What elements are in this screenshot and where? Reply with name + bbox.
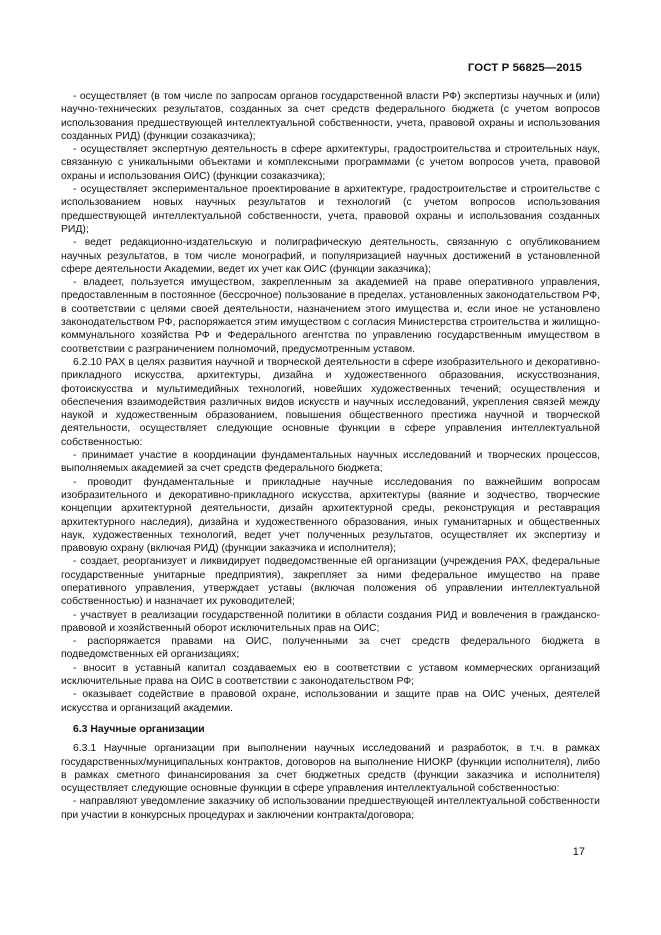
- paragraph: - осуществляет экспериментальное проектирование в архитектуре, градостроительстве и строительстве с использованием новых научных результатов и технологий (с учетом вопросов использования предшествующей интеллектуальной собственности, учета, правовой охраны и использования созданных РИД);: [61, 184, 600, 235]
- document-standard-id: ГОСТ Р 56825—2015: [467, 62, 582, 74]
- paragraph: - осуществляет экспертную деятельность в сфере архитектуры, градостроительства и строительных наук, связанную с уникальными объектами и комплексными программами (с учетом вопросов учета, правовой охраны и использования ОИС) (функции созаказчика);: [61, 144, 600, 182]
- page-number: 17: [572, 846, 585, 858]
- paragraph: - оказывает содействие в правовой охране, использовании и защите прав на ОИС ученых, деятелей искусства и организаций академии.: [61, 689, 600, 714]
- paragraph: - участвует в реализации государственной политики в области создания РИД и вовлечения в гражданско-правовой и хозяйственный оборот исключительных прав на ОИС;: [61, 609, 600, 634]
- section-heading-6-3: 6.3 Научные организации: [73, 723, 205, 735]
- paragraph: - принимает участие в координации фундаментальных научных исследований и творческих процессов, выполняемых академией за счет средств федерального бюджета;: [61, 450, 600, 475]
- paragraph: - вносит в уставный капитал создаваемых ею в соответствии с уставом коммерческих организаций исключительные права на ОИС в соответствии с законодательством РФ;: [61, 662, 600, 688]
- paragraph-6-3-1: 6.3.1 Научные организации при выполнении научных исследований и разработок, в т.ч. в рамках государственных/муниципальных контрактов, договоров на выполнение НИОКР (функции исполнителя), либо в рамках сметного финансирования за счет бюджетных средств (функции заказчика и исполнителя) осуществляет следующие основные функции в сфере управления интеллектуальной собственностью:: [61, 743, 600, 795]
- paragraph: - осуществляет (в том числе по запросам органов государственной власти РФ) экспертизы научных и (или) научно-технических результатов, созданных за счет средств федерального бюджета (с учетом вопросов использования предшествующей интеллектуальной собственности, учета, правовой охраны и использования созданных РИД) (функции созаказчика);: [61, 91, 600, 142]
- paragraph: - создает, реорганизует и ликвидирует подведомственные ей организации (учреждения РАХ, федеральные государственные унитарные предприятия), закрепляет за ними федеральное имущество на праве оперативного управления, утверждает уставы (включая положения об управлении интеллектуальной собственностью) и назначает их руководителей;: [61, 556, 600, 608]
- paragraph: - ведет редакционно-издательскую и полиграфическую деятельность, связанную с опубликованием научных результатов, в том числе монографий, и популяризацией научных достижений в установленной сфере деятельности Академии, ведет их учет как ОИС (функции заказчика);: [61, 237, 600, 275]
- paragraph-6-2-10: 6.2.10 РАХ в целях развития научной и творческой деятельности в сфере изобразительного и декоративно-прикладного искусства, архитектуры, дизайна и художественного образования, искусствознания, фотоискусства и мультимедийных технологий, новейших художественных течений; осуществления и обеспечения взаимодействия различных видов искусств и научных исследований, укрепления связей между наукой и художественным образованием, повышения общественного престижа научной и творческой деятельности, осуществляет следующие основные функции в сфере управления интеллектуальной собственностью:: [61, 356, 600, 448]
- document-body: [61, 90, 600, 822]
- paragraph: - распоряжается правами на ОИС, полученными за счет средств федерального бюджета в подведомственных ей организациях;: [61, 636, 600, 661]
- paragraph: - проводит фундаментальные и прикладные научные исследования по важнейшим вопросам изобразительного и декоративно-прикладного искусства, архитектуры (ваяние и зодчество, творческие концепции архитектурной деятельности, дизайн архитектурной среды, реконструкция и реставрация архитектурного наследия), дизайна и художественного образования, иных гуманитарных и общественных наук, художественных технологий, ведет учет полученных результатов, осуществляет их экспертизу и правовую охрану (включая РИД) (функции заказчика и исполнителя);: [61, 476, 600, 555]
- paragraph: - направляют уведомление заказчику об использовании предшествующей интеллектуальной собственности при участии в конкурсных процедурах и заключении контракта/договора;: [61, 796, 600, 821]
- paragraph: - владеет, пользуется имуществом, закрепленным за академией на праве оперативного управления, предоставленным в постоянное (бессрочное) пользование в пределах, установленных законодательством РФ, в соответствии с целями своей деятельности, назначением этого имущества и, если иное не установлено законодательством РФ, распоряжается этим имуществом с согласия Министерства строительства и жилищно-коммунального хозяйства РФ и Федерального агентства по управлению государственным имуществом в соответствии с разграничением полномочий, предусмотренным уставом.: [61, 277, 600, 355]
